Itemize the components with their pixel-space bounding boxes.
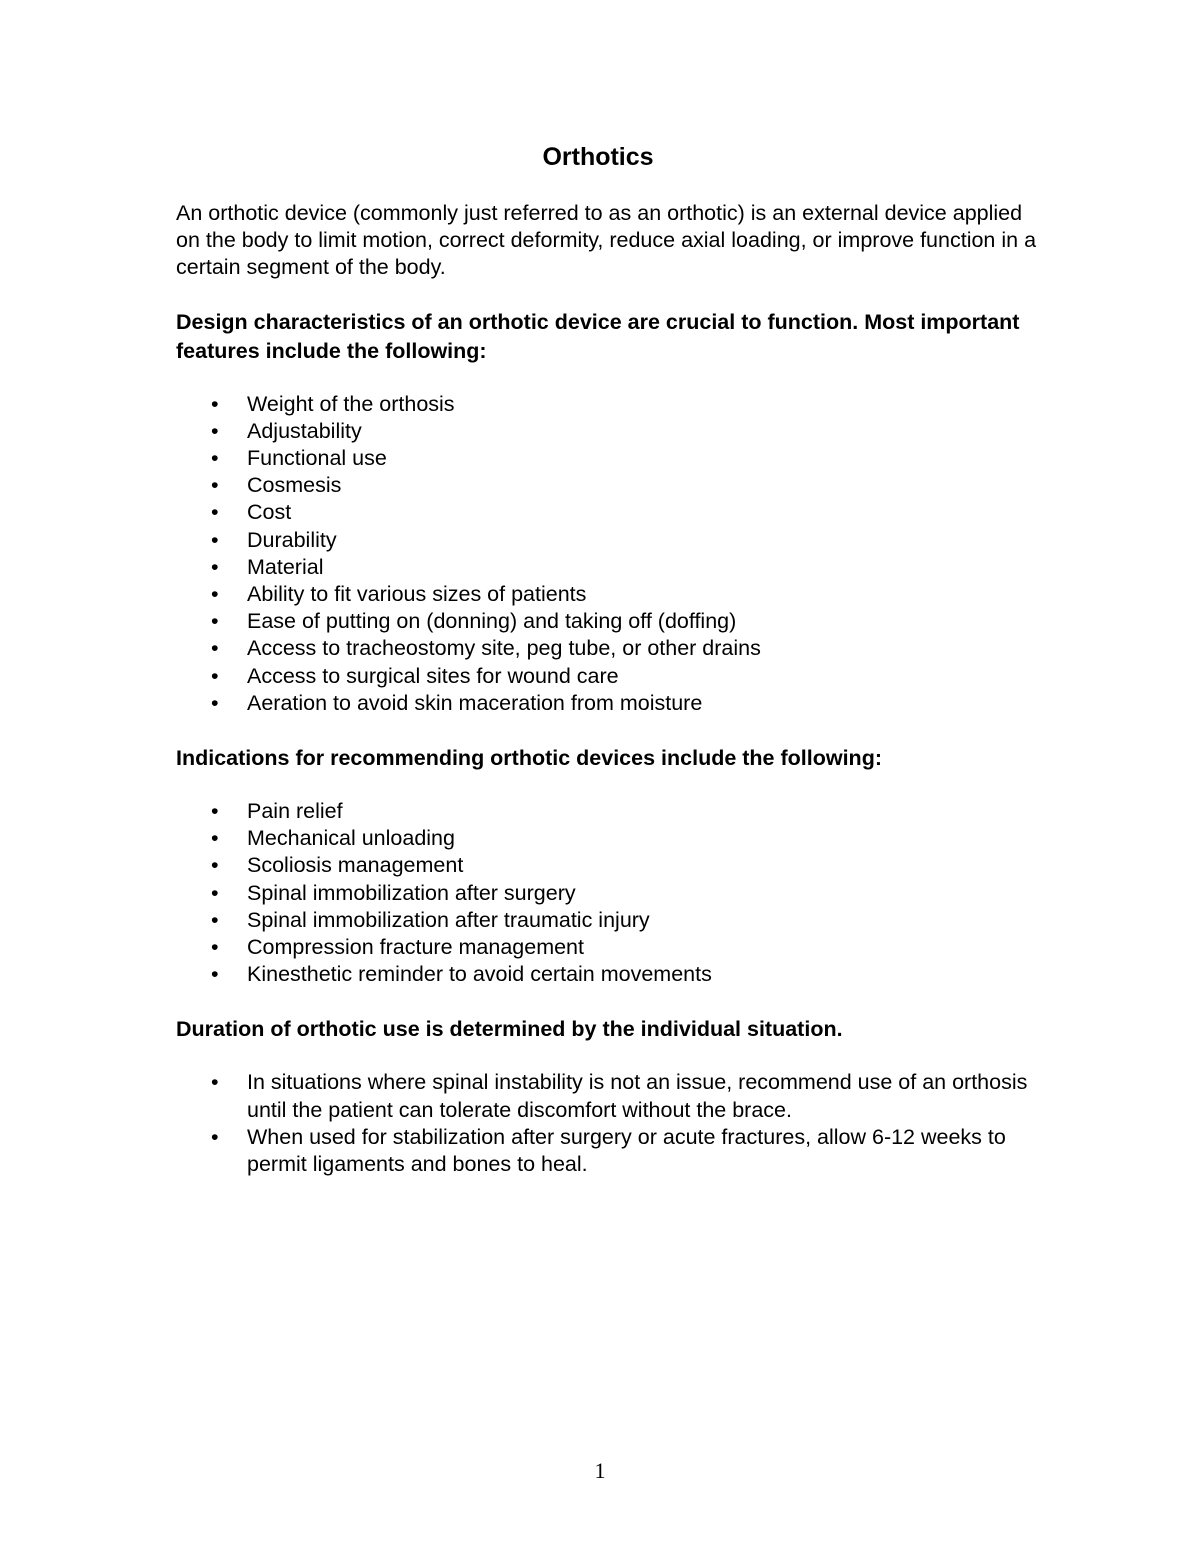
- list-item: • Kinesthetic reminder to avoid certain movements: [176, 961, 1046, 988]
- list-item: • Ease of putting on (donning) and taking off (doffing): [176, 608, 1046, 635]
- list-item: • Spinal immobilization after traumatic injury: [176, 907, 1046, 934]
- list-design-features: [176, 391, 1046, 717]
- section-heading-indications: Indications for recommending orthotic devices include the following:: [176, 746, 882, 771]
- bullet-icon: •: [211, 935, 219, 960]
- bullet-icon: •: [211, 636, 219, 661]
- bullet-icon: •: [211, 473, 219, 498]
- bullet-icon: •: [211, 527, 219, 552]
- document-body: [176, 200, 1046, 1178]
- list-item: • Cost: [176, 499, 1046, 526]
- list-item: • Durability: [176, 527, 1046, 554]
- list-item: • Material: [176, 554, 1046, 581]
- list-item: • Pain relief: [176, 798, 1046, 825]
- list-item: • Mechanical unloading: [176, 825, 1046, 852]
- bullet-icon: •: [211, 690, 219, 715]
- list-item: • Spinal immobilization after surgery: [176, 880, 1046, 907]
- list-duration: [176, 1069, 1046, 1178]
- bullet-icon: •: [211, 391, 219, 416]
- bullet-icon: •: [211, 609, 219, 634]
- bullet-icon: •: [211, 799, 219, 824]
- bullet-icon: •: [211, 880, 219, 905]
- bullet-icon: •: [211, 907, 219, 932]
- list-item: • Aeration to avoid skin maceration from moisture: [176, 690, 1046, 717]
- bullet-icon: •: [211, 1124, 219, 1149]
- bullet-icon: •: [211, 826, 219, 851]
- section-heading-duration: Duration of orthotic use is determined by the individual situation.: [176, 1017, 843, 1042]
- list-item: • Compression fracture management: [176, 934, 1046, 961]
- list-indications: [176, 798, 1046, 988]
- list-item: • Weight of the orthosis: [176, 391, 1046, 418]
- intro-paragraph: An orthotic device (commonly just referred to as an orthotic) is an external device applied on the body to limit motion, correct deformity, reduce axial loading, or improve function in a certain segment of the body.: [176, 201, 1037, 280]
- list-item: • Scoliosis management: [176, 852, 1046, 879]
- list-item: • Access to surgical sites for wound care: [176, 663, 1046, 690]
- bullet-icon: •: [211, 663, 219, 688]
- list-item: • In situations where spinal instability is not an issue, recommend use of an orthosis until the patient can tolerate discomfort without the brace.: [211, 1070, 1028, 1122]
- list-item: • Adjustability: [176, 418, 1046, 445]
- list-item: • Functional use: [176, 445, 1046, 472]
- bullet-icon: •: [211, 500, 219, 525]
- bullet-icon: •: [211, 582, 219, 607]
- list-item: • Ability to fit various sizes of patients: [176, 581, 1046, 608]
- bullet-icon: •: [211, 1070, 219, 1095]
- list-item: • Access to tracheostomy site, peg tube, or other drains: [176, 635, 1046, 662]
- list-item: • Cosmesis: [176, 472, 1046, 499]
- bullet-icon: •: [211, 418, 219, 443]
- bullet-icon: •: [211, 554, 219, 579]
- page-title: Orthotics: [542, 143, 654, 171]
- list-item: • When used for stabilization after surgery or acute fractures, allow 6-12 weeks to permit ligaments and bones to heal.: [211, 1124, 1006, 1177]
- bullet-icon: •: [211, 962, 219, 987]
- bullet-icon: •: [211, 446, 219, 471]
- section-heading-design: Design characteristics of an orthotic device are crucial to function. Most important features include the following:: [176, 309, 1020, 363]
- page-number: 1: [594, 1458, 606, 1483]
- bullet-icon: •: [211, 853, 219, 878]
